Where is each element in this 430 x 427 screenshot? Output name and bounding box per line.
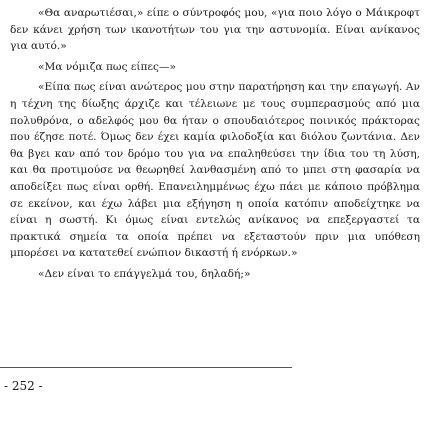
page-number: - 252 - [4,379,43,393]
footer-divider [0,367,292,368]
paragraph-1: «Θα αναρωτιέσαι,» είπε ο σύντροφός μου, «για ποιο λόγο ο Μάικροφτ δεν κάνει χρήση των ικανοτήτων του για την αστυνομία. Είναι ανίκανος για αυτό.» [10,7,420,53]
paragraph-3: «Είπα πως είναι ανώτερος μου στην παρατήρηση και την επαγωγή. Αν η τέχνη της δίωξης άρχιζε και τέλειωνε με τους συμπερασμούς από μια πολυθρόνα, ο αδελφός μου θα ήταν ο σπουδαιότερος ποινικός πράκτορας που έζησε ποτέ. Όμως δεν έχει καμία φιλοδοξία και διόλου ζωντάνια. Δεν θα βγει καν από τον δρόμο του για να επαληθεύσει την ίδια του τη λύση, και θα προτιμούσε να θεωρηθεί λανθασμένη από το μπει στη φασαρία να αποδείξει πως είναι ορθή. Επανειλημμένως έχω πάει με κάποιο πρόβλημα σε εκείνον, και έχω λάβει μια εξήγηση η οποία κατόπιν αποδείχτηκε να είναι η σωστή. Κι όμως είναι εντελώς ανίκανος να επεξεργαστεί τα πρακτικά σημεία τα οποία πρέπει να εξεταστούν πριν μια υπόθεση μπορέσει να κατατεθεί ενώπιον δικαστή ή ενόρκων.» [10,81,420,260]
body-text [10,5,420,283]
paragraph-4: «Δεν είναι το επάγγελμά του, δηλαδή;» [38,267,251,280]
paragraph-2: «Μα νόμιζα πως είπες—» [38,60,176,73]
